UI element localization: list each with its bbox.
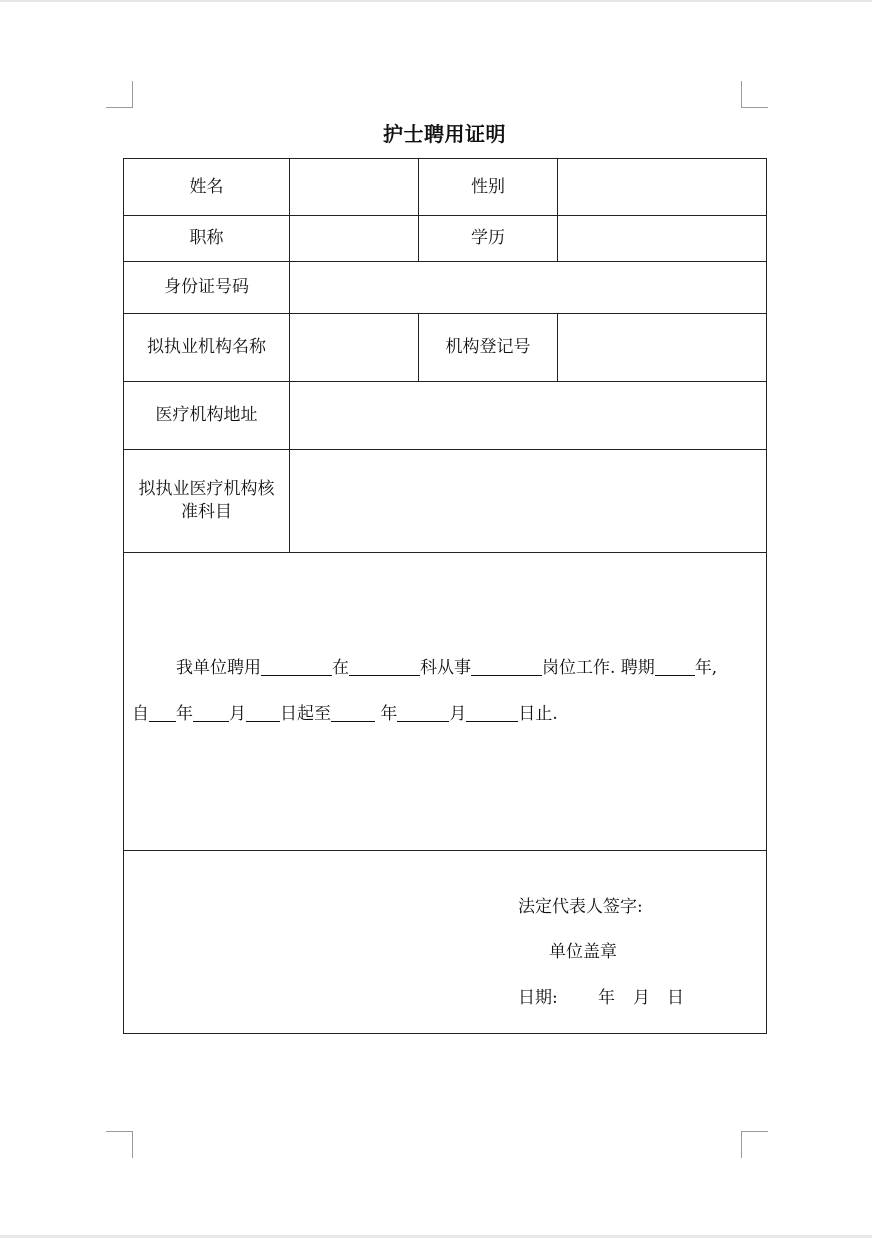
- table-row: [124, 851, 767, 1034]
- table-row: [124, 262, 767, 314]
- end-year-blank[interactable]: [331, 703, 375, 722]
- registration-number-label: 机构登记号: [419, 314, 558, 382]
- table-row: [124, 159, 767, 216]
- signature-section: [124, 851, 767, 1034]
- crop-mark-bottom-left: [106, 1131, 133, 1158]
- start-day-blank[interactable]: [246, 703, 280, 722]
- table-row: [124, 450, 767, 553]
- page-top-edge: [0, 0, 872, 2]
- crop-mark-top-left: [106, 81, 133, 108]
- name-label: 姓名: [124, 159, 290, 216]
- end-day-blank[interactable]: [466, 703, 518, 722]
- title-label: 职称: [124, 216, 290, 262]
- nurse-name-blank[interactable]: [261, 657, 332, 676]
- id-number-label: 身份证号码: [124, 262, 290, 314]
- date-month-label: 月: [633, 988, 650, 1008]
- approved-subjects-field[interactable]: [290, 450, 767, 553]
- education-label: 学历: [419, 216, 558, 262]
- table-row: [124, 216, 767, 262]
- table-row: [124, 553, 767, 851]
- name-field[interactable]: [290, 159, 419, 216]
- date-day-label: 日: [667, 988, 684, 1008]
- table-row: [124, 382, 767, 450]
- employment-form-table: [123, 158, 767, 1034]
- statement-line-1: 我单位聘用 在 科从事 岗位工作. 聘期 年,: [176, 658, 718, 678]
- registration-number-field[interactable]: [558, 314, 767, 382]
- gender-field[interactable]: [558, 159, 767, 216]
- legal-representative-signature-label: 法定代表人签字:: [518, 897, 643, 917]
- date-label: 日期:: [518, 988, 558, 1008]
- crop-mark-bottom-right: [741, 1131, 768, 1158]
- approved-subjects-label: 拟执业医疗机构核准科目: [124, 450, 290, 553]
- institution-name-label: 拟执业机构名称: [124, 314, 290, 382]
- gender-label: 性别: [419, 159, 558, 216]
- end-month-blank[interactable]: [397, 703, 449, 722]
- education-field[interactable]: [558, 216, 767, 262]
- term-years-blank[interactable]: [655, 657, 695, 676]
- table-row: [124, 314, 767, 382]
- id-number-field[interactable]: [290, 262, 767, 314]
- crop-mark-top-right: [741, 81, 768, 108]
- start-year-blank[interactable]: [149, 703, 176, 722]
- start-month-blank[interactable]: [193, 703, 229, 722]
- date-year-label: 年: [598, 988, 615, 1008]
- position-blank[interactable]: [471, 657, 542, 676]
- department-blank[interactable]: [349, 657, 420, 676]
- employment-statement: [124, 553, 767, 851]
- institution-name-field[interactable]: [290, 314, 419, 382]
- unit-seal-label: 单位盖章: [549, 942, 617, 962]
- document-title: 护士聘用证明: [383, 122, 506, 146]
- statement-line-2: 自 年 月 日起至 年 月 日止.: [132, 704, 558, 724]
- institution-address-field[interactable]: [290, 382, 767, 450]
- title-field[interactable]: [290, 216, 419, 262]
- institution-address-label: 医疗机构地址: [124, 382, 290, 450]
